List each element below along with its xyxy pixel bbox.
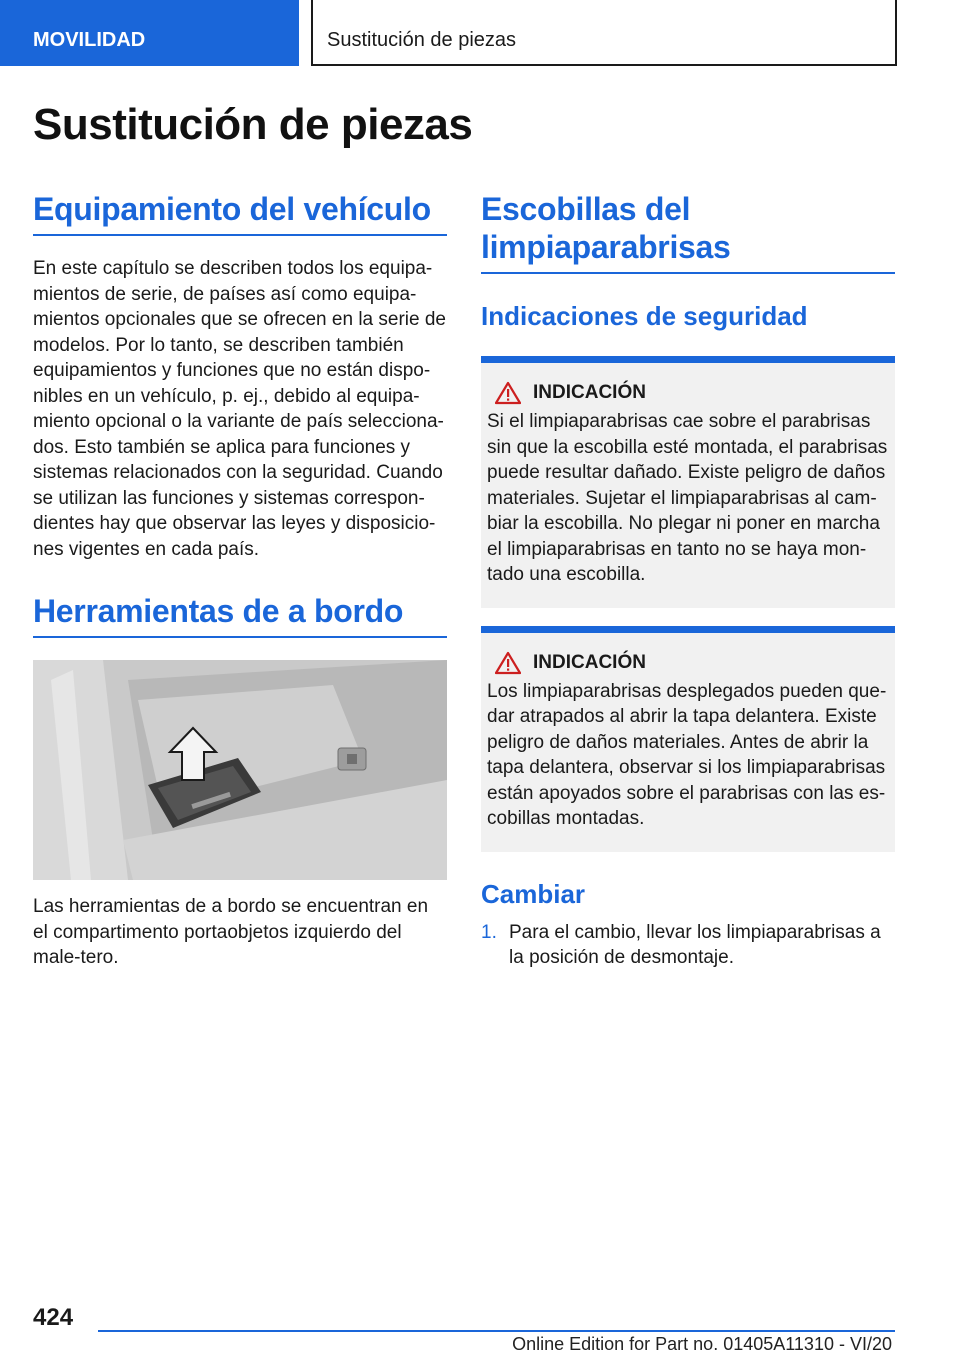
notice-header	[487, 651, 889, 675]
trunk-compartment-illustration	[33, 660, 447, 880]
notice-title: INDICACIÓN	[533, 651, 646, 673]
header-chapter-tab	[311, 0, 897, 66]
heading-onboard-tools: Herramientas de a bordo	[33, 592, 447, 638]
step-text: Para el cambio, llevar los limpiaparabrisas a la posición de desmontaje.	[509, 921, 881, 968]
left-column	[33, 190, 447, 971]
header-section-tab	[0, 0, 299, 66]
notice-header	[487, 381, 889, 405]
caption-onboard-tools: Las herramientas de a bordo se encuentran en el compartimento portaobjetos izquierdo del male-tero.	[33, 896, 429, 968]
heading-equipment: Equipamiento del vehículo	[33, 190, 447, 236]
right-column	[481, 190, 895, 971]
step-number: 1.	[481, 921, 497, 943]
notice-title: INDICACIÓN	[533, 382, 646, 403]
header-section-label: MOVILIDAD	[33, 29, 146, 51]
notice-box	[481, 626, 895, 852]
warning-triangle-icon	[495, 651, 521, 675]
notice-box	[481, 356, 895, 608]
heading-change: Cambiar	[481, 878, 586, 909]
footer-divider	[98, 1330, 895, 1332]
heading-wiper-blades: Escobillas del limpiaparabrisas	[481, 190, 895, 274]
footer-edition: Online Edition for Part no. 01405A11310 - VI/20	[512, 1334, 892, 1354]
page-title: Sustitución de piezas	[33, 100, 473, 149]
page-number: 424	[33, 1304, 74, 1331]
paragraph-equipment: En este capítulo se describen todos los equipa-mientos de serie, de países así como equipa-mientos opcionales que se ofrecen en la serie de modelos. Por lo tanto, se describen también equipamientos y funciones que no están dispo-nibles en un vehículo, p. ej., debido al equipa-miento opcional o la variante de país selecciona-dos. Esto también se aplica para funciones y sistemas relacionados con la seguridad. Cuando se utilizan las funciones y sistemas correspon-dientes hay que observar las leyes y disposicio-nes vigentes en cada país.	[33, 258, 446, 560]
header-chapter-label: Sustitución de piezas	[327, 29, 517, 51]
notice-text: Si el limpiaparabrisas cae sobre el parabrisas sin que la escobilla esté montada, el parabrisas puede resultar dañado. Existe peligro de daños materiales. Sujetar el limpiaparabrisas al cam-biar la escobilla. No plegar ni poner en marcha el limpiaparabrisas en tanto no se haya mon-tado una escobilla.	[487, 411, 888, 585]
heading-safety-notes: Indicaciones de seguridad	[481, 301, 808, 331]
notice-text: Los limpiaparabrisas desplegados pueden que-dar atrapados al abrir la tapa delantera. Existe peligro de daños materiales. Antes de abrir la tapa delantera, observar si los limpiaparabrisas están apoyados sobre el parabrisas con las es-cobillas montadas.	[487, 680, 887, 829]
warning-triangle-icon	[495, 381, 521, 405]
step-item	[481, 920, 895, 971]
